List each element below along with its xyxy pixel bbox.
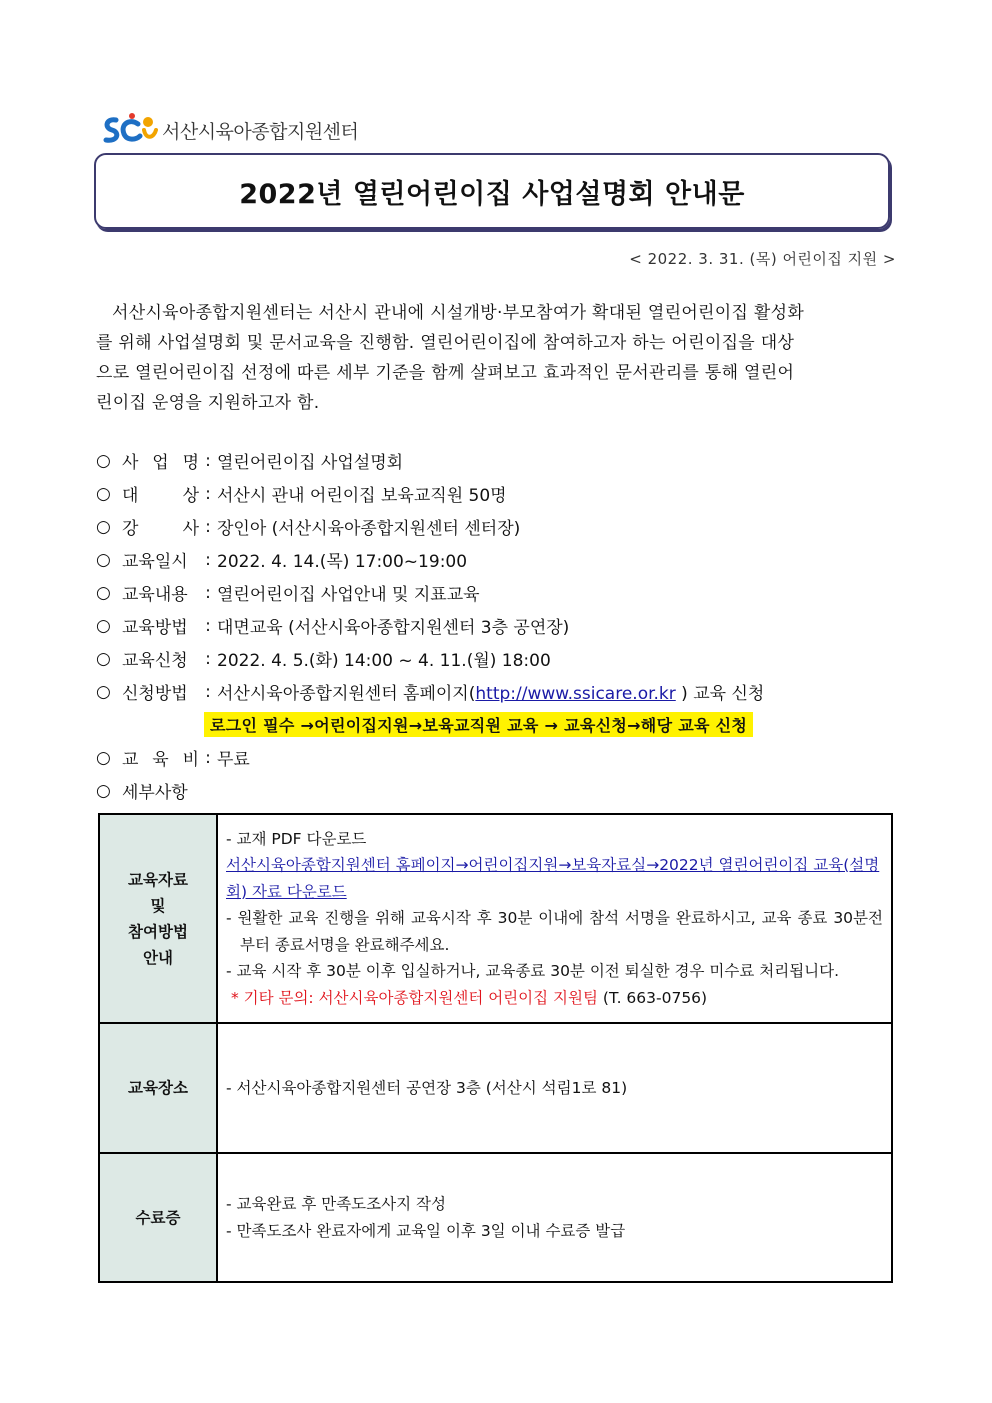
- item-label: 교육일시: [122, 552, 188, 572]
- homepage-link[interactable]: http://www.ssicare.or.kr: [475, 684, 676, 704]
- value-prefix: 서산시육아종합지원센터 홈페이지(: [217, 684, 476, 704]
- attendance-note: - 원활한 교육 진행을 위해 교육시작 후 30분 이내에 참석 서명을 완료하시고, 교육 종료 30분전부터 종료서명을 완료해주세요.: [226, 909, 883, 954]
- item-label: 교육신청: [122, 651, 188, 671]
- completion-note: - 교육 시작 후 30분 이후 입실하거나, 교육종료 30분 이전 퇴실한 경우 미수료 처리됩니다.: [226, 962, 840, 981]
- item-colon: :: [205, 549, 211, 570]
- table-row: [99, 814, 892, 1023]
- bullet-circle-icon: ○: [96, 483, 111, 504]
- head-line: 안내: [143, 948, 173, 967]
- bullet-circle-icon: ○: [96, 516, 111, 537]
- table-row: [99, 1023, 892, 1153]
- bullet-circle-icon: ○: [96, 582, 111, 603]
- table-row: [99, 1153, 892, 1282]
- center-logo-icon: [100, 110, 160, 150]
- item-value: 2022. 4. 14.(목) 17:00~19:00: [217, 552, 468, 572]
- intro-line: 으로 열린어린이집 선정에 따른 세부 기준을 함께 살펴보고 효과적인 문서관리를 통해 열린어: [96, 363, 795, 383]
- intro-line: 를 위해 사업설명회 및 문서교육을 진행함. 열린어린이집에 참여하고자 하는 어린이집을 대상: [96, 333, 795, 353]
- certificate-line: - 만족도조사 완료자에게 교육일 이후 3일 이내 수료증 발급: [226, 1221, 626, 1240]
- item-value: 2022. 4. 5.(화) 14:00 ~ 4. 11.(월) 18:00: [217, 651, 551, 671]
- value-suffix: ) 교육 신청: [675, 684, 765, 704]
- bullet-circle-icon: ○: [96, 549, 111, 570]
- item-value: 대면교육 (서산시육아종합지원센터 3층 공연장): [217, 618, 570, 638]
- row-body-materials: [217, 814, 892, 1023]
- head-line: 교육자료: [128, 870, 188, 889]
- contact-phone: (T. 663-0756): [602, 988, 708, 1007]
- info-item-target: [96, 477, 896, 510]
- info-item-fee: [96, 741, 896, 774]
- info-item-method: [96, 609, 896, 642]
- item-value: 무료: [217, 750, 250, 770]
- item-label: 사 업 명: [122, 453, 199, 473]
- item-colon: :: [205, 483, 211, 504]
- info-item-datetime: [96, 543, 896, 576]
- item-colon: :: [205, 648, 211, 669]
- item-value: 열린어린이집 사업안내 및 지표교육: [217, 585, 480, 605]
- certificate-line: - 교육완료 후 만족도조사지 작성: [226, 1195, 446, 1213]
- info-item-details: [96, 774, 896, 807]
- item-colon: :: [205, 582, 211, 603]
- item-colon: :: [205, 516, 211, 537]
- bullet-circle-icon: ○: [96, 747, 111, 768]
- bullet-circle-icon: ○: [96, 681, 111, 702]
- logo-text: 서산시육아종합지원센터: [162, 120, 359, 143]
- item-label: 강 사: [122, 519, 199, 539]
- row-head-materials: [99, 814, 217, 1023]
- row-head-certificate: 수료증: [99, 1153, 217, 1282]
- pdf-download-line: - 교재 PDF 다운로드: [226, 829, 367, 848]
- login-path-highlight: 로그인 필수 →어린이집지원→보육교직원 교육 → 교육신청→해당 교육 신청: [204, 712, 753, 737]
- row-head-venue: 교육장소: [99, 1023, 217, 1153]
- head-line: 및: [150, 896, 166, 915]
- intro-line: 린이집 운영을 지원하고자 함.: [96, 393, 320, 413]
- details-table: [98, 813, 893, 1283]
- info-item-project: [96, 444, 896, 477]
- item-colon: :: [205, 615, 211, 636]
- info-item-application-method: [96, 675, 896, 708]
- materials-download-link[interactable]: 서산시육아종합지원센터 홈페이지→어린이집지원→보육자료실→2022년 열린어린이집 교육(설명회) 자료 다운로드: [226, 856, 880, 901]
- issue-date: < 2022. 3. 31. (목) 어린이집 지원 >: [629, 250, 896, 268]
- item-value: 장인아 (서산시육아종합지원센터 센터장): [217, 519, 521, 539]
- item-colon: :: [205, 681, 211, 702]
- bullet-circle-icon: ○: [96, 450, 111, 471]
- item-label: 신청방법: [122, 684, 188, 704]
- highlight-row: [96, 708, 896, 741]
- intro-paragraph: [96, 298, 896, 418]
- info-list: [96, 444, 896, 807]
- contact-note: * 기타 문의: 서산시육아종합지원센터 어린이집 지원팀: [230, 988, 598, 1007]
- info-item-application-period: [96, 642, 896, 675]
- info-item-content: [96, 576, 896, 609]
- item-value: 열린어린이집 사업설명회: [217, 453, 404, 473]
- bullet-circle-icon: ○: [96, 780, 111, 801]
- item-label: 교육내용: [122, 585, 188, 605]
- item-colon: :: [205, 450, 211, 471]
- row-body-venue: - 서산시육아종합지원센터 공연장 3층 (서산시 석림1로 81): [217, 1023, 892, 1153]
- item-value: 서산시 관내 어린이집 보육교직원 50명: [217, 486, 507, 506]
- intro-line: 서산시육아종합지원센터는 서산시 관내에 시설개방·부모참여가 확대된 열린어린이집 활성화: [112, 303, 805, 323]
- item-label: 대 상: [122, 486, 199, 506]
- page-title: 2022년 열린어린이집 사업설명회 안내문: [239, 178, 745, 210]
- info-item-lecturer: [96, 510, 896, 543]
- bullet-circle-icon: ○: [96, 648, 111, 669]
- head-line: 참여방법: [128, 922, 188, 941]
- contact-line: [226, 985, 883, 1012]
- item-value: [217, 679, 764, 704]
- item-label: 세부사항: [122, 783, 188, 803]
- item-label: 교육방법: [122, 618, 188, 638]
- center-logo: [100, 110, 358, 150]
- item-colon: :: [205, 747, 211, 768]
- bullet-circle-icon: ○: [96, 615, 111, 636]
- title-box: [94, 153, 890, 229]
- item-label: 교 육 비: [122, 750, 199, 770]
- row-body-certificate: [217, 1153, 892, 1282]
